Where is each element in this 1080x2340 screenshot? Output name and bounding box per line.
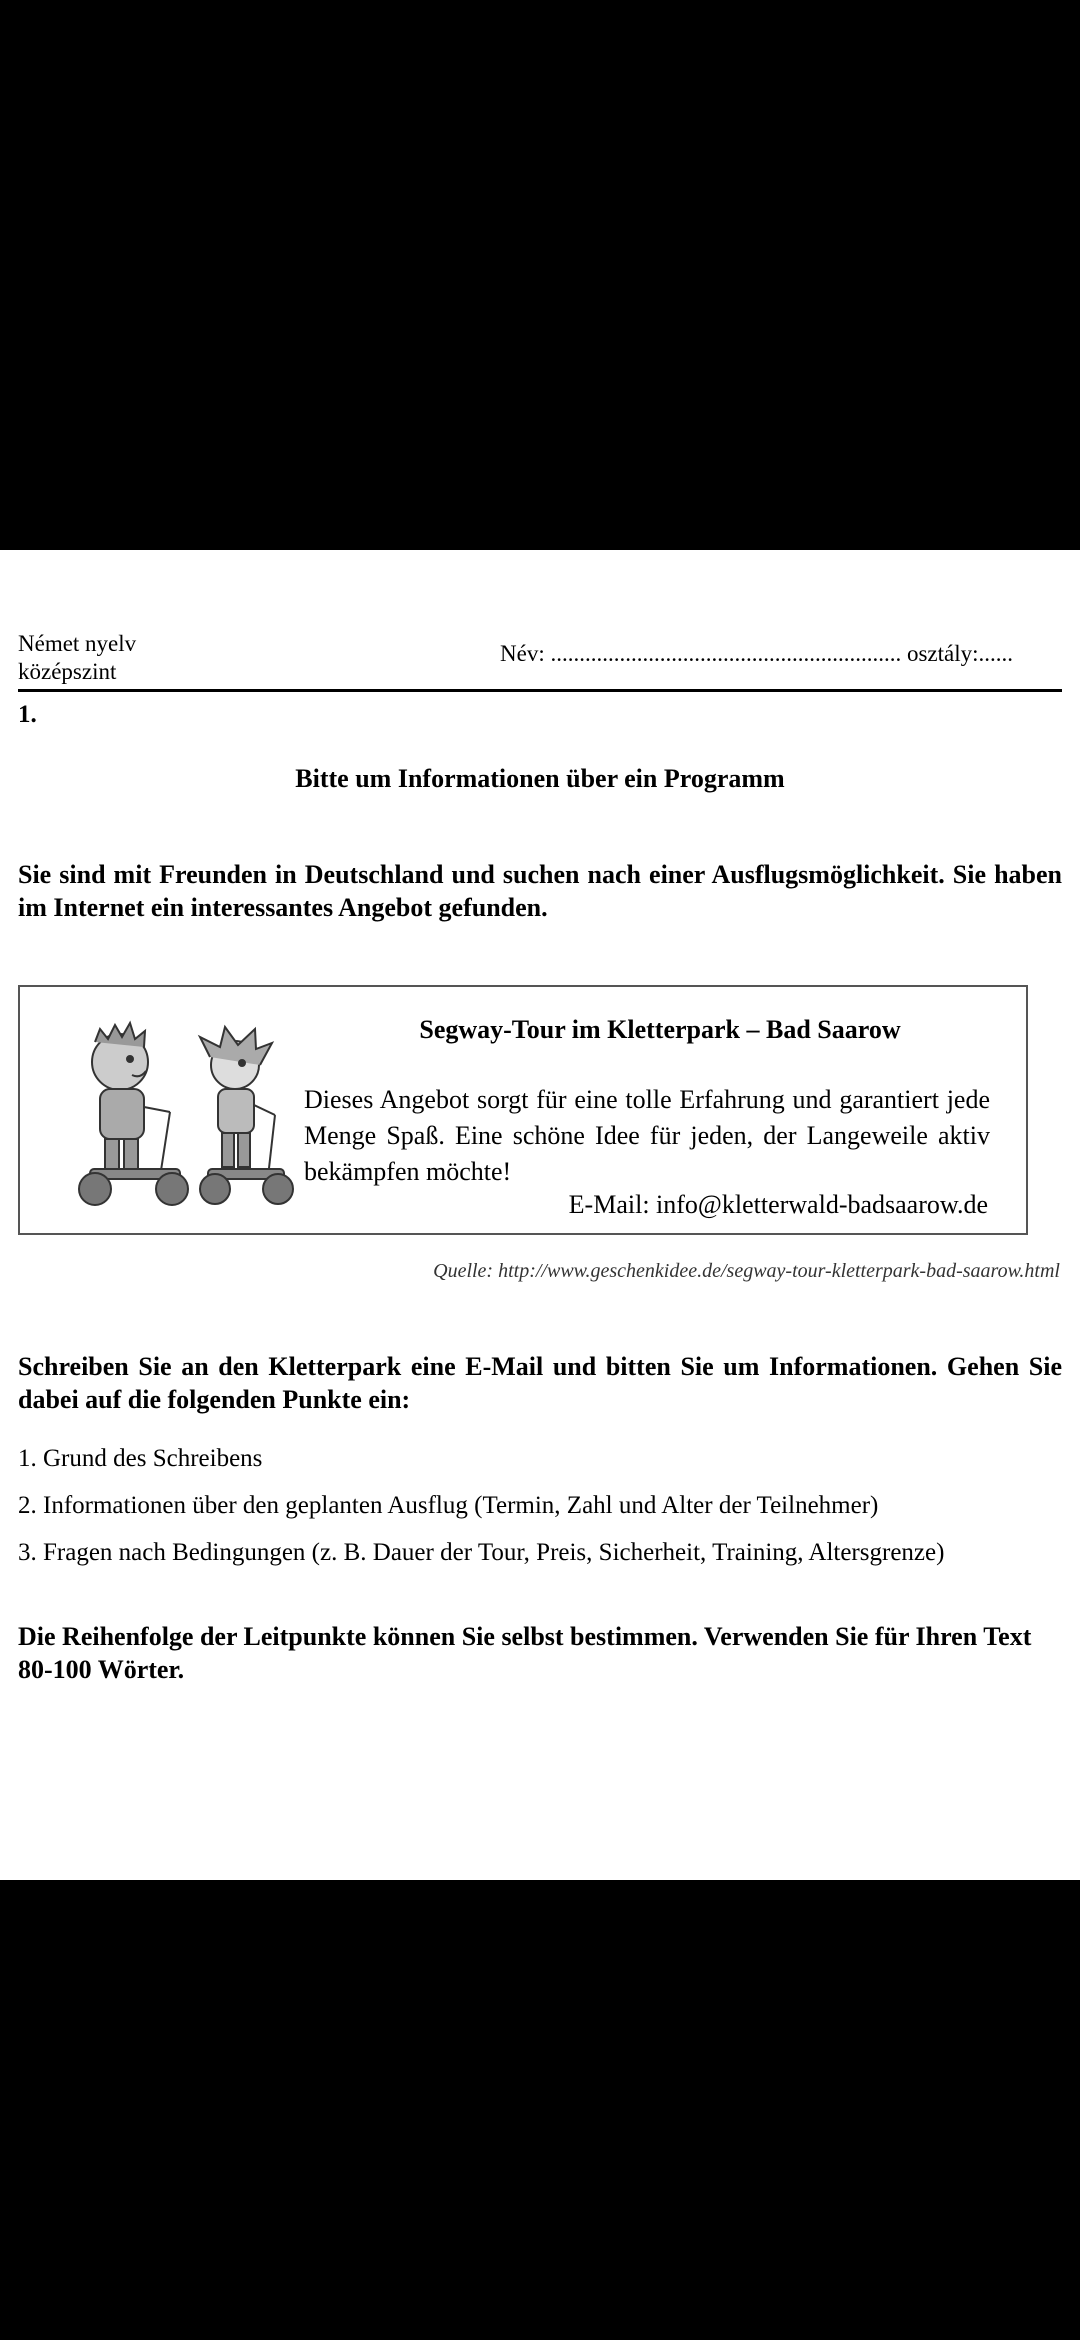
- source-citation: Quelle: http://www.geschenkidee.de/segway-tour-kletterpark-bad-saarow.html: [433, 1260, 1060, 1282]
- task-instruction: Schreiben Sie an den Kletterpark eine E-Mail und bitten Sie um Informationen. Gehen Sie dabei auf die folgenden Punkte ein:: [18, 1352, 1062, 1414]
- ad-box: [18, 985, 1028, 1235]
- guideline-points: [18, 1445, 944, 1586]
- header-subject: Német nyelv: [18, 631, 137, 656]
- header-name-field: Név: ............................................................. osztály:......: [500, 641, 1013, 666]
- document-page: [0, 550, 1080, 1880]
- segway-rider-left-icon: [79, 1023, 188, 1205]
- task-number: 1.: [18, 701, 37, 728]
- task-intro: Sie sind mit Freunden in Deutschland und suchen nach einer Ausflugsmöglichkeit. Sie haben im Internet ein interessantes Angebot gefunden.: [18, 860, 1062, 922]
- header-divider: [18, 689, 1062, 692]
- segway-rider-right-icon: [200, 1027, 293, 1204]
- header-subject-block: [18, 630, 136, 686]
- closing-instruction: Die Reihenfolge der Leitpunkte können Sie selbst bestimmen. Verwenden Sie für Ihren Text 80-100 Wörter.: [18, 1622, 1032, 1684]
- ad-title: Segway-Tour im Kletterpark – Bad Saarow: [419, 1015, 901, 1044]
- ad-text: Dieses Angebot sorgt für eine tolle Erfahrung und garantiert jede Menge Spaß. Eine schöne Idee für jeden, der Langeweile aktiv bekämpfen möchte!: [304, 1085, 990, 1186]
- ad-email: E-Mail: info@kletterwald-badsaarow.de: [568, 1190, 988, 1219]
- guideline-point: 3. Fragen nach Bedingungen (z. B. Dauer der Tour, Preis, Sicherheit, Training, Altersgrenze): [18, 1539, 945, 1566]
- guideline-point: 1. Grund des Schreibens: [18, 1445, 263, 1472]
- guideline-point: 2. Informationen über den geplanten Ausflug (Termin, Zahl und Alter der Teilnehmer): [18, 1492, 879, 1519]
- segway-riders-illustration: [60, 1017, 300, 1217]
- task-title: Bitte um Informationen über ein Programm: [295, 764, 785, 793]
- header-level: középszint: [18, 659, 117, 684]
